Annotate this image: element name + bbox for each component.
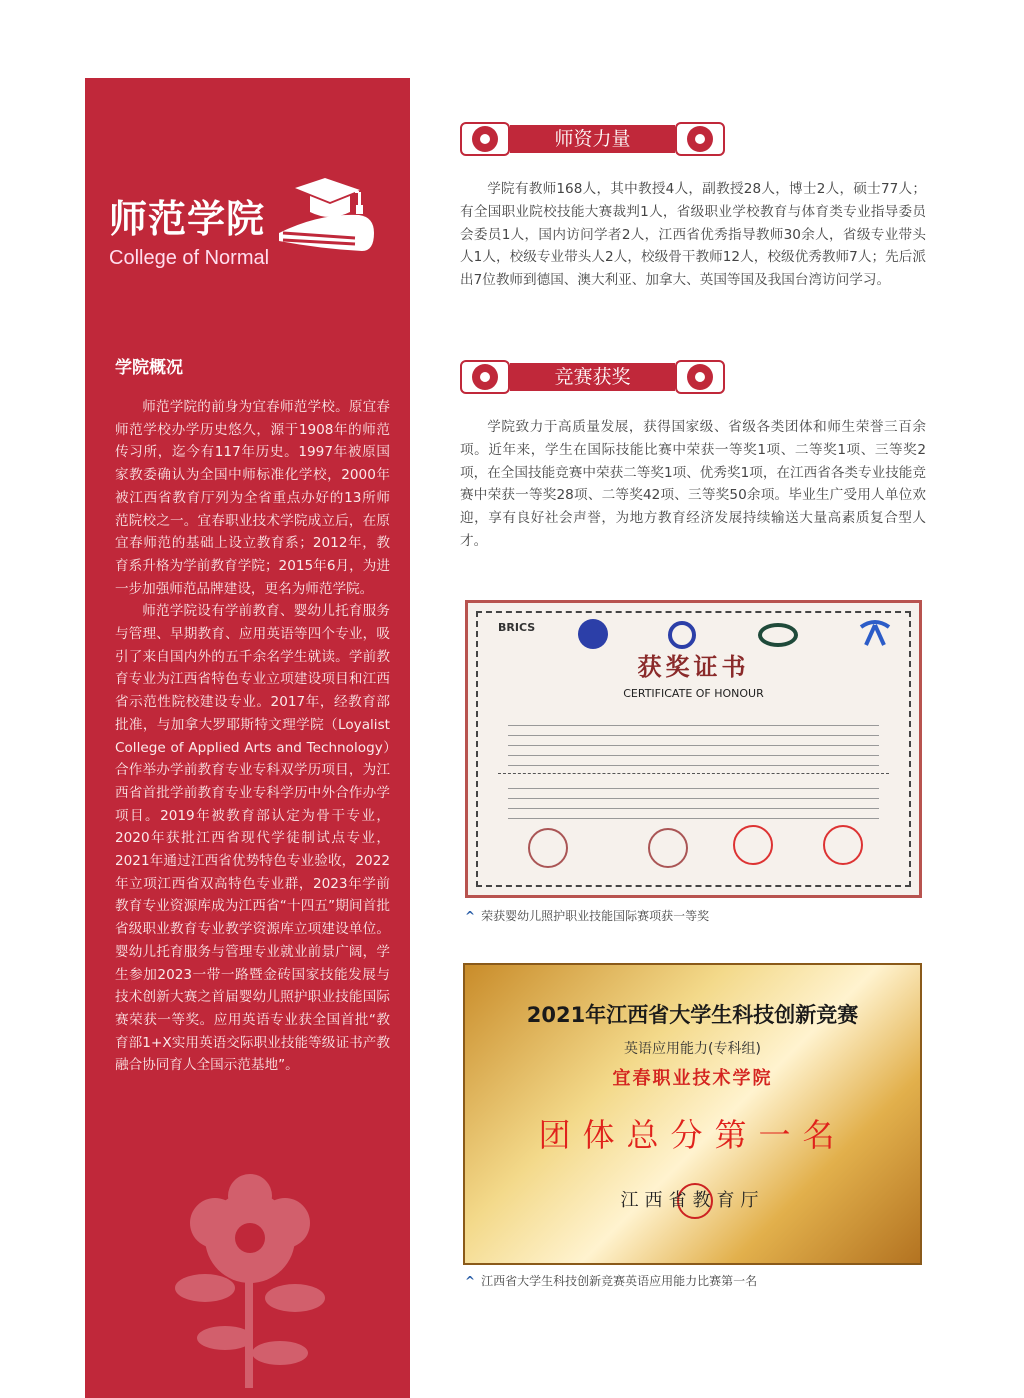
flower-ornament-icon	[675, 360, 725, 394]
faculty-paragraph: 学院有教师168人，其中教授4人，副教授28人，博士2人，硕士77人；有全国职业院校技能大赛裁判1人，省级职业学校教育与体育类专业指导委员会委员1人，国内访问学者2人，江西省优秀指导教师30余人，省级专业带头人1人，校级专业带头人2人，校级骨干教师12人，校级优秀教师7人；先后派出7位教师到德国、澳大利亚、加拿大、英国等国及我国台湾访问学习。	[460, 181, 926, 289]
plaque-title: 2021年江西省大学生科技创新竞赛	[526, 1003, 859, 1027]
flower-ornament-icon	[460, 360, 510, 394]
plaque-award: 团体总分第一名	[538, 1116, 847, 1154]
overview-paragraph: 师范学院的前身为宜春师范学校。原宜春师范学校办学历史悠久，源于1908年的师范传习所，迄今有117年历史。1997年被原国家教委确认为全国中师标准化学校，2000年被江西省教育厅列为全省重点办好的13所师范院校之一。宜春职业技术学院成立后，在原宜春师范的基础上设立教育系；2012年，教育系升格为学前教育学院；2015年6月，为进一步加强师范品牌建设，更名为师范学院。	[115, 399, 390, 597]
college-title: 师范学院	[109, 197, 266, 241]
peony-papercut-decoration	[165, 1168, 335, 1388]
overview-heading: 学院概况	[115, 358, 183, 378]
plaque-subtitle: 英语应用能力(专科组)	[624, 1041, 761, 1057]
certificate-caption	[465, 908, 709, 924]
flower-ornament-icon	[675, 122, 725, 156]
emblem-icon	[578, 619, 608, 649]
brics-logo: BRICS	[498, 621, 536, 634]
overview-paragraph: 师范学院设有学前教育、婴幼儿托育服务与管理、早期教育、应用英语等四个专业，吸引了来自国内外的五千余名学生就读。学前教育专业为江西省特色专业立项建设项目和江西省示范性院校建设专业。2017年，经教育部批准，与加拿大罗耶斯特文理学院（Loyalist College of Applied Arts and Technology）合作举办学前教育专业专科双学历项目，为江西省首批学前教育专业专科学历中外合作办学项目。2019年被教育部认定为骨干专业，2020年获批江西省现代学徒制试点专业，2021年通过江西省优势特色专业验收，2022年立项江西省双高特色专业群，2023年学前教育专业资源库成为江西省“十四五”期间首批省级职业教育专业教学资源库立项建设单位。婴幼儿托育服务与管理专业就业前景广阔，学生参加2023一带一路暨金砖国家技能发展与技术创新大赛之首届婴幼儿照护职业技能国际赛荣获一等奖。应用英语专业获全国首批“教育部1+X实用英语交际职业技能等级证书产教融合协同育人全国示范基地”。	[115, 603, 390, 1074]
overview-body	[115, 396, 390, 1077]
seal-icon	[648, 828, 688, 868]
section-header-awards	[460, 360, 725, 394]
plaque-school: 宜春职业技术学院	[612, 1068, 773, 1089]
plaque-issuer: 江西省教育厅	[620, 1190, 765, 1211]
awards-paragraph: 学院致力于高质量发展，获得国家级、省级各类团体和师生荣誉三百余项。近年来，学生在国际技能比赛中荣获一等奖1项、二等奖1项、三等奖2项，在全国技能竞赛中荣获二等奖1项、优秀奖1项，在江西省各类专业技能竞赛中荣获一等奖28项、二等奖42项、三等奖50余项。毕业生广受用人单位欢迎，享有良好社会声誉，为地方教育经济发展持续输送大量高素质复合型人才。	[460, 419, 926, 549]
flower-ornament-icon	[460, 122, 510, 156]
graduation-cap-book-icon	[275, 178, 385, 258]
seal-icon	[823, 825, 863, 865]
award-plaque-photo	[463, 963, 922, 1265]
certificate-title: 获奖证书	[637, 652, 750, 681]
emblem-icon	[668, 621, 696, 649]
seal-icon	[733, 825, 773, 865]
caret-up-icon: ^	[465, 1274, 476, 1288]
certificate-subtitle: CERTIFICATE OF HONOUR	[623, 687, 764, 700]
caption-text: 江西省大学生科技创新竞赛英语应用能力比赛第一名	[481, 1274, 758, 1288]
side-panel	[85, 78, 410, 1398]
caret-up-icon: ^	[465, 909, 476, 923]
section-title: 师资力量	[510, 125, 675, 153]
section-title: 竞赛获奖	[510, 363, 675, 391]
emblem-icon	[758, 623, 798, 647]
section-header-faculty	[460, 122, 725, 156]
seal-icon	[528, 828, 568, 868]
caption-text: 荣获婴幼儿照护职业技能国际赛项获一等奖	[481, 909, 710, 923]
emblem-icon	[858, 617, 892, 647]
college-title-en: College of Normal	[109, 247, 270, 269]
certificate-honour-photo	[465, 600, 922, 898]
plaque-caption	[465, 1273, 757, 1289]
